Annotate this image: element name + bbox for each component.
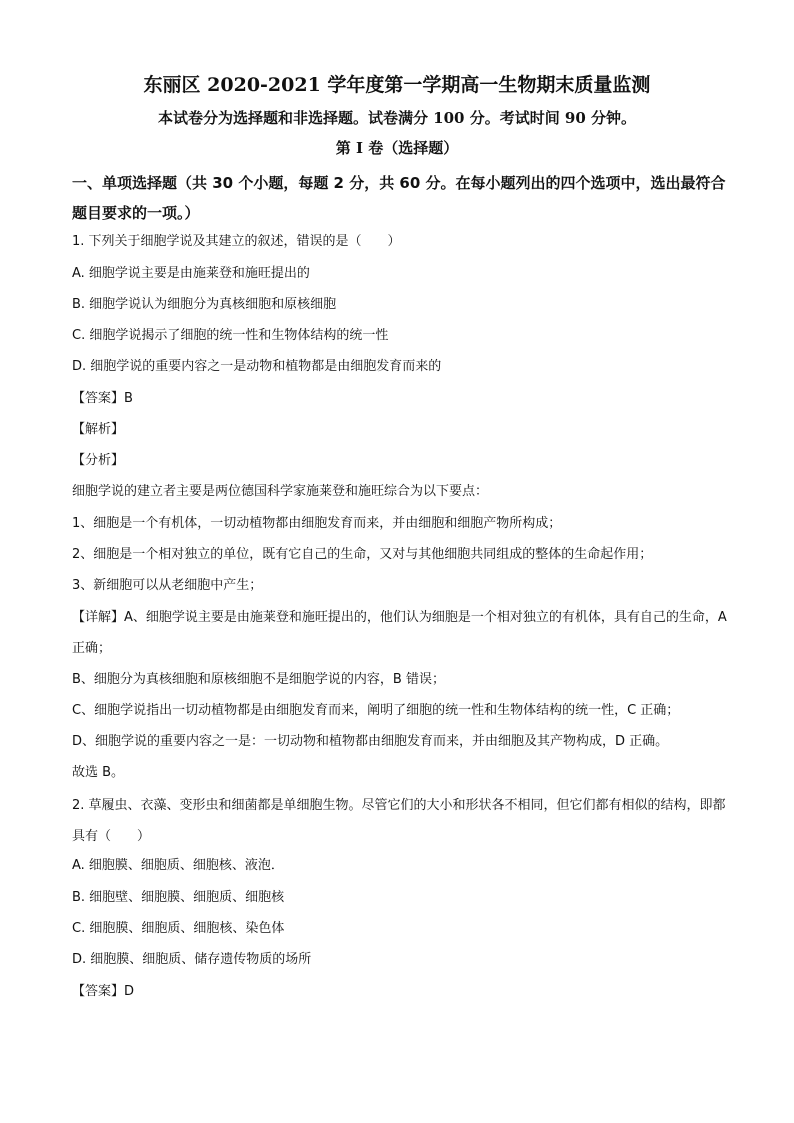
- analysis-line: 3、新细胞可以从老细胞中产生；: [72, 578, 263, 593]
- answer-value: D: [124, 984, 135, 999]
- exam-instructions: 本试卷分为选择题和非选择题。试卷满分 100 分。考试时间 90 分钟。: [157, 109, 637, 127]
- exam-title: 东丽区 2020-2021 学年度第一学期高一生物期末质量监测: [143, 74, 651, 96]
- detail-line: C、细胞学说指出一切动植物都是由细胞发育而来，阐明了细胞的统一性和生物体结构的统一性，C 正确；: [72, 703, 680, 718]
- question-1-answer: [72, 388, 732, 410]
- conclusion-line: 故选 B。: [72, 765, 125, 780]
- question-1-option-d: D. 细胞学说的重要内容之一是动物和植物都是由细胞发育而来的: [72, 359, 442, 374]
- question-1-fenxi-label: 【分析】: [72, 453, 125, 468]
- part-title: 第 I 卷（选择题）: [335, 139, 459, 157]
- question-1-detail-a: [72, 602, 732, 664]
- detail-label: 【详解】: [72, 610, 125, 625]
- question-2-answer: [72, 981, 732, 1003]
- detail-line: B、细胞分为真核细胞和原核细胞不是细胞学说的内容，B 错误；: [72, 672, 445, 687]
- analysis-line: 2、细胞是一个相对独立的单位，既有它自己的生命，又对与其他细胞共同组成的整体的生命起作用；: [72, 547, 653, 562]
- question-2-stem: 2. 草履虫、衣藻、变形虫和细菌都是单细胞生物。尽管它们的大小和形状各不相同，但它们都有相似的结构，即都具有（ ）: [72, 798, 726, 844]
- question-1-jiexi-label: 【解析】: [72, 422, 125, 437]
- answer-label: 【答案】: [72, 984, 125, 999]
- question-1-option-a: A. 细胞学说主要是由施莱登和施旺提出的: [72, 266, 310, 281]
- section-heading: 一、单项选择题（共 30 个小题，每题 2 分，共 60 分。在每小题列出的四个选项中，选出最符合题目要求的一项。）: [72, 174, 726, 222]
- question-2-option-b: B. 细胞壁、细胞膜、细胞质、细胞核: [72, 890, 285, 905]
- question-1-option-c: C. 细胞学说揭示了细胞的统一性和生物体结构的统一性: [72, 328, 389, 343]
- question-2-option-d: D. 细胞膜、细胞质、储存遗传物质的场所: [72, 952, 312, 967]
- answer-value: B: [124, 391, 133, 406]
- question-1-option-b: B. 细胞学说认为细胞分为真核细胞和原核细胞: [72, 297, 337, 312]
- question-2-option-c: C. 细胞膜、细胞质、细胞核、染色体: [72, 921, 285, 936]
- question-2-option-a: A. 细胞膜、细胞质、细胞核、液泡．: [72, 858, 284, 873]
- question-1-stem: 1. 下列关于细胞学说及其建立的叙述，错误的是（ ）: [72, 234, 401, 249]
- analysis-line: 细胞学说的建立者主要是两位德国科学家施莱登和施旺综合为以下要点：: [72, 484, 489, 499]
- detail-line: D、细胞学说的重要内容之一是：一切动物和植物都由细胞发育而来，并由细胞及其产物构成，D 正确。: [72, 734, 669, 749]
- analysis-line: 1、细胞是一个有机体，一切动植物都由细胞发育而来，并由细胞和细胞产物所构成；: [72, 516, 562, 531]
- detail-text: A、细胞学说主要是由施莱登和施旺提出的，他们认为细胞是一个相对独立的有机体，具有自己的生命，A 正确；: [72, 610, 727, 656]
- answer-label: 【答案】: [72, 391, 125, 406]
